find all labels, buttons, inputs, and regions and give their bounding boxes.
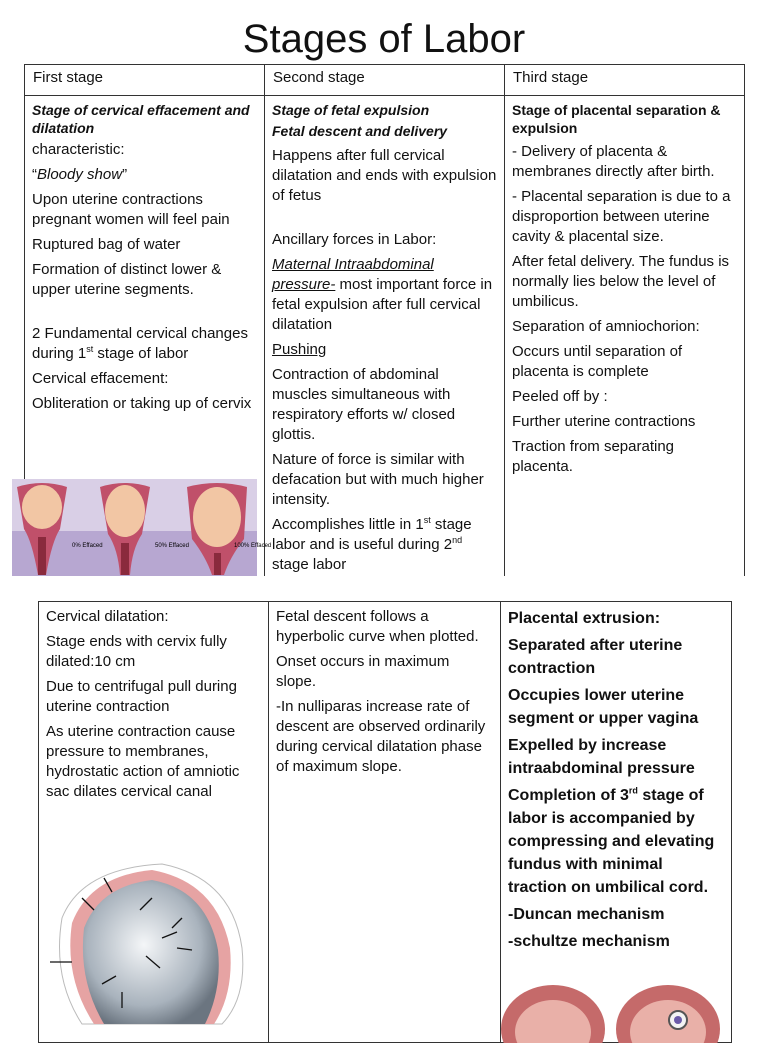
onset-text: Onset occurs in maximum slope.: [276, 653, 450, 690]
formation-text: Formation of distinct lower & upper uterine segments.: [32, 261, 222, 298]
second-stage-heading-2: Fetal descent and delivery: [272, 123, 448, 139]
maternal-pressure-text: [272, 255, 497, 335]
header-third-stage: Third stage: [505, 65, 745, 96]
centrifugal-text: Due to centrifugal pull during uterine contraction: [46, 678, 237, 715]
accomplishes-text: [272, 515, 497, 575]
occurs-text: Occurs until separation of placenta is complete: [512, 343, 683, 380]
effacement-illustration: [12, 479, 272, 576]
comp-a: Completion of 3: [508, 787, 629, 804]
schultze-text: -schultze mechanism: [508, 933, 670, 950]
expelled-text: Expelled by increase intraabdominal pressure: [508, 737, 695, 777]
header-second-stage: Second stage: [265, 65, 505, 96]
fund-b: stage of labor: [93, 345, 189, 362]
extrusion-cell: [501, 602, 732, 1043]
placenta-svg: [498, 984, 728, 1024]
separated-text: Separated after uterine contraction: [508, 637, 683, 677]
fundamental-changes-text: [32, 324, 257, 364]
bloody-show: [32, 165, 257, 185]
pushing-label: Pushing: [272, 341, 327, 358]
fund-sup: st: [86, 344, 94, 354]
uterine-contractions-text: Upon uterine contractions pregnant women will feel pain: [32, 191, 230, 228]
slide-gap: [0, 576, 768, 596]
acc-sup2: nd: [452, 535, 463, 545]
amniochorion-label: Separation of amniochorion:: [512, 318, 700, 335]
header-first-stage: First stage: [25, 65, 265, 96]
amniotic-sac-svg: [42, 858, 267, 1024]
traction-text: Traction from separating placenta.: [512, 438, 675, 475]
quote-close: ”: [122, 166, 128, 183]
quote-open: “: [32, 166, 37, 183]
separation-text: - Placental separation is due to a disproportion between uterine cavity & placental size.: [512, 188, 731, 245]
completion-text: [508, 784, 724, 899]
effaced-label-0: 0% Effaced: [72, 543, 103, 549]
second-stage-cell: [265, 96, 505, 586]
comp-b: stage of labor is accompanied by compressing and elevating fundus with minimal traction on umbilical cord.: [508, 787, 715, 896]
contraction-text: Contraction of abdominal muscles simultaneous with respiratory efforts w/ closed glottis.: [272, 366, 456, 443]
duncan-text: -Duncan mechanism: [508, 906, 665, 923]
page-title: Stages of Labor: [242, 17, 526, 61]
dilatation-label: Cervical dilatation:: [46, 608, 169, 625]
further-text: Further uterine contractions: [512, 413, 696, 430]
delivery-text: - Delivery of placenta & membranes directly after birth.: [512, 143, 715, 180]
nulliparas-text: -In nulliparas increase rate of descent are observed ordinarily during cervical dilatation phase of maximum slope.: [276, 698, 486, 775]
happens-text: Happens after full cervical dilatation and ends with expulsion of fetus: [272, 147, 497, 204]
maternal-pressure-term: Maternal Intraabdominal pressure-: [272, 256, 434, 293]
third-stage-cell: [505, 96, 745, 586]
comp-sup: rd: [628, 785, 638, 796]
amniotic-sac-illustration: [42, 858, 267, 1024]
placenta-illustration: [498, 984, 728, 1024]
extrusion-label: Placental extrusion:: [508, 610, 661, 627]
effacement-svg: [12, 479, 272, 576]
second-stage-heading-1: Stage of fetal expulsion: [272, 102, 430, 118]
descent-cell: [269, 602, 501, 1043]
ruptured-text: Ruptured bag of water: [32, 236, 181, 253]
bloody-show-text: Bloody show: [37, 166, 123, 183]
acc-sup1: st: [423, 515, 431, 525]
after-text: After fetal delivery. The fundus is normally lies below the level of umbilicus.: [512, 253, 730, 310]
third-stage-heading: Stage of placental separation & expulsion: [512, 102, 721, 136]
descent-text: Fetal descent follows a hyperbolic curve when plotted.: [276, 608, 479, 645]
acc-a: Accomplishes little in 1: [272, 516, 424, 533]
acc-c: stage labor: [272, 556, 347, 573]
ancillary-label: Ancillary forces in Labor:: [272, 231, 437, 248]
pressure-text: As uterine contraction cause pressure to membranes, hydrostatic action of amniotic sac dilates cervical canal: [46, 723, 240, 800]
peeled-text: Peeled off by :: [512, 388, 608, 405]
characteristic-label: characteristic:: [32, 141, 125, 158]
effaced-label-100: 100% Effaced: [234, 543, 272, 549]
occupies-text: Occupies lower uterine segment or upper vagina: [508, 687, 699, 727]
nature-text: Nature of force is similar with defacation but with much higher intensity.: [272, 451, 484, 508]
ends-text: Stage ends with cervix fully dilated:10 cm: [46, 633, 227, 670]
acc-b: stage labor and is useful during 2: [272, 516, 472, 553]
header-row: [25, 65, 745, 96]
effaced-label-50: 50% Effaced: [155, 543, 189, 549]
maternal-pressure-rest: most important force in fetal expulsion after full cervical dilatation: [272, 276, 493, 333]
first-stage-heading: Stage of cervical effacement and dilatation: [32, 102, 250, 136]
obliteration-text: Obliteration or taking up of cervix: [32, 395, 252, 412]
fund-a: 2 Fundamental cervical changes during 1: [32, 325, 248, 362]
effacement-label: Cervical effacement:: [32, 370, 169, 387]
